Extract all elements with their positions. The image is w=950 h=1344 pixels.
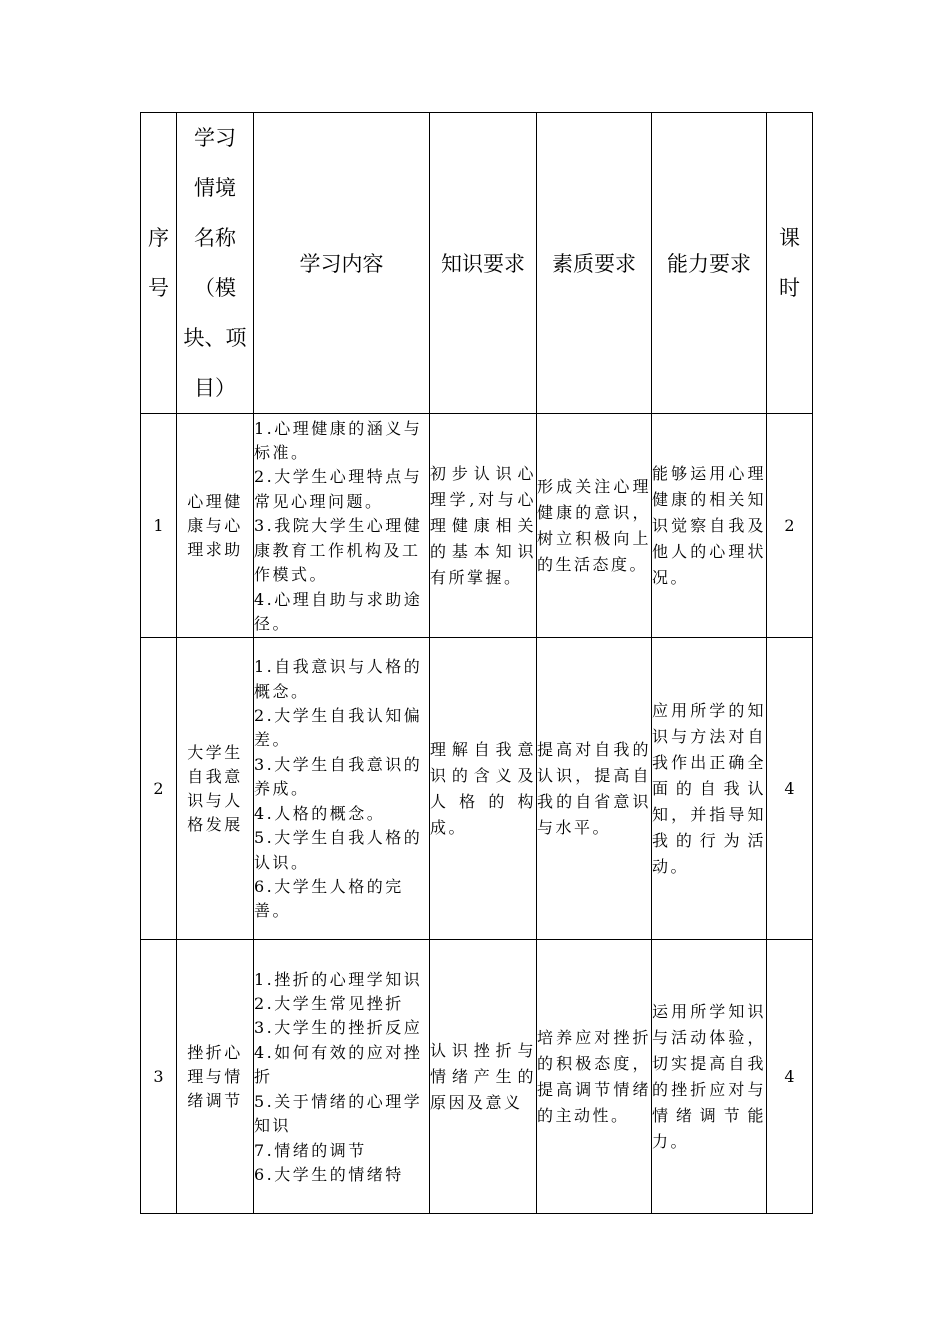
table-row [141,638,813,940]
header-index: 序 号 [141,113,177,414]
header-ability: 能力要求 [652,113,767,414]
row-ability: 应用所学的知识与方法对自我作出正确全面的自我认知，并指导知我的行为活动。 [652,638,767,940]
header-knowledge: 知识要求 [430,113,537,414]
row-module: 心理健 康与心 理求助 [177,414,254,638]
table-row [141,414,813,638]
header-hours: 课 时 [767,113,813,414]
row-knowledge: 初步认识心理学,对与心理健康相关的基本知识有所掌握。 [430,414,537,638]
header-quality: 素质要求 [537,113,652,414]
row-module: 挫折心 理与情 绪调节 [177,940,254,1214]
row-quality: 提高对自我的认识，提高自我的自省意识与水平。 [537,638,652,940]
row-quality: 培养应对挫折的积极态度，提高调节情绪的主动性。 [537,940,652,1214]
row-content: 1.挫折的心理学知识 2.大学生常见挫折 3.大学生的挫折反应 4.如何有效的应对挫折 5.关于情绪的心理学知识 7.情绪的调节 6.大学生的情绪特 [254,940,430,1214]
row-index: 1 [141,414,177,638]
row-knowledge: 理解自我意识的含义及人格的构成。 [430,638,537,940]
curriculum-table [140,112,813,1214]
row-hours: 2 [767,414,813,638]
row-ability: 运用所学知识与活动体验，切实提高自我的挫折应对与情绪调节能力。 [652,940,767,1214]
row-module: 大学生 自我意 识与人 格发展 [177,638,254,940]
row-content: 1.自我意识与人格的概念。 2.大学生自我认知偏差。 3.大学生自我意识的养成。 4.人格的概念。 5.大学生自我人格的认识。 6.大学生人格的完善。 [254,638,430,940]
header-content: 学习内容 [254,113,430,414]
row-knowledge: 认识挫折与情绪产生的原因及意义 [430,940,537,1214]
row-index: 3 [141,940,177,1214]
table-header-row [141,113,813,414]
row-ability: 能够运用心理健康的相关知识觉察自我及他人的心理状况。 [652,414,767,638]
row-hours: 4 [767,638,813,940]
row-quality: 形成关注心理健康的意识，树立积极向上的生活态度。 [537,414,652,638]
row-hours: 4 [767,940,813,1214]
table-row [141,940,813,1214]
header-module: 学习 情境 名称 （模 块、项 目） [177,113,254,414]
row-content: 1.心理健康的涵义与标准。 2.大学生心理特点与常见心理问题。 3.我院大学生心理健康教育工作机构及工作模式。 4.心理自助与求助途径。 [254,414,430,638]
row-index: 2 [141,638,177,940]
